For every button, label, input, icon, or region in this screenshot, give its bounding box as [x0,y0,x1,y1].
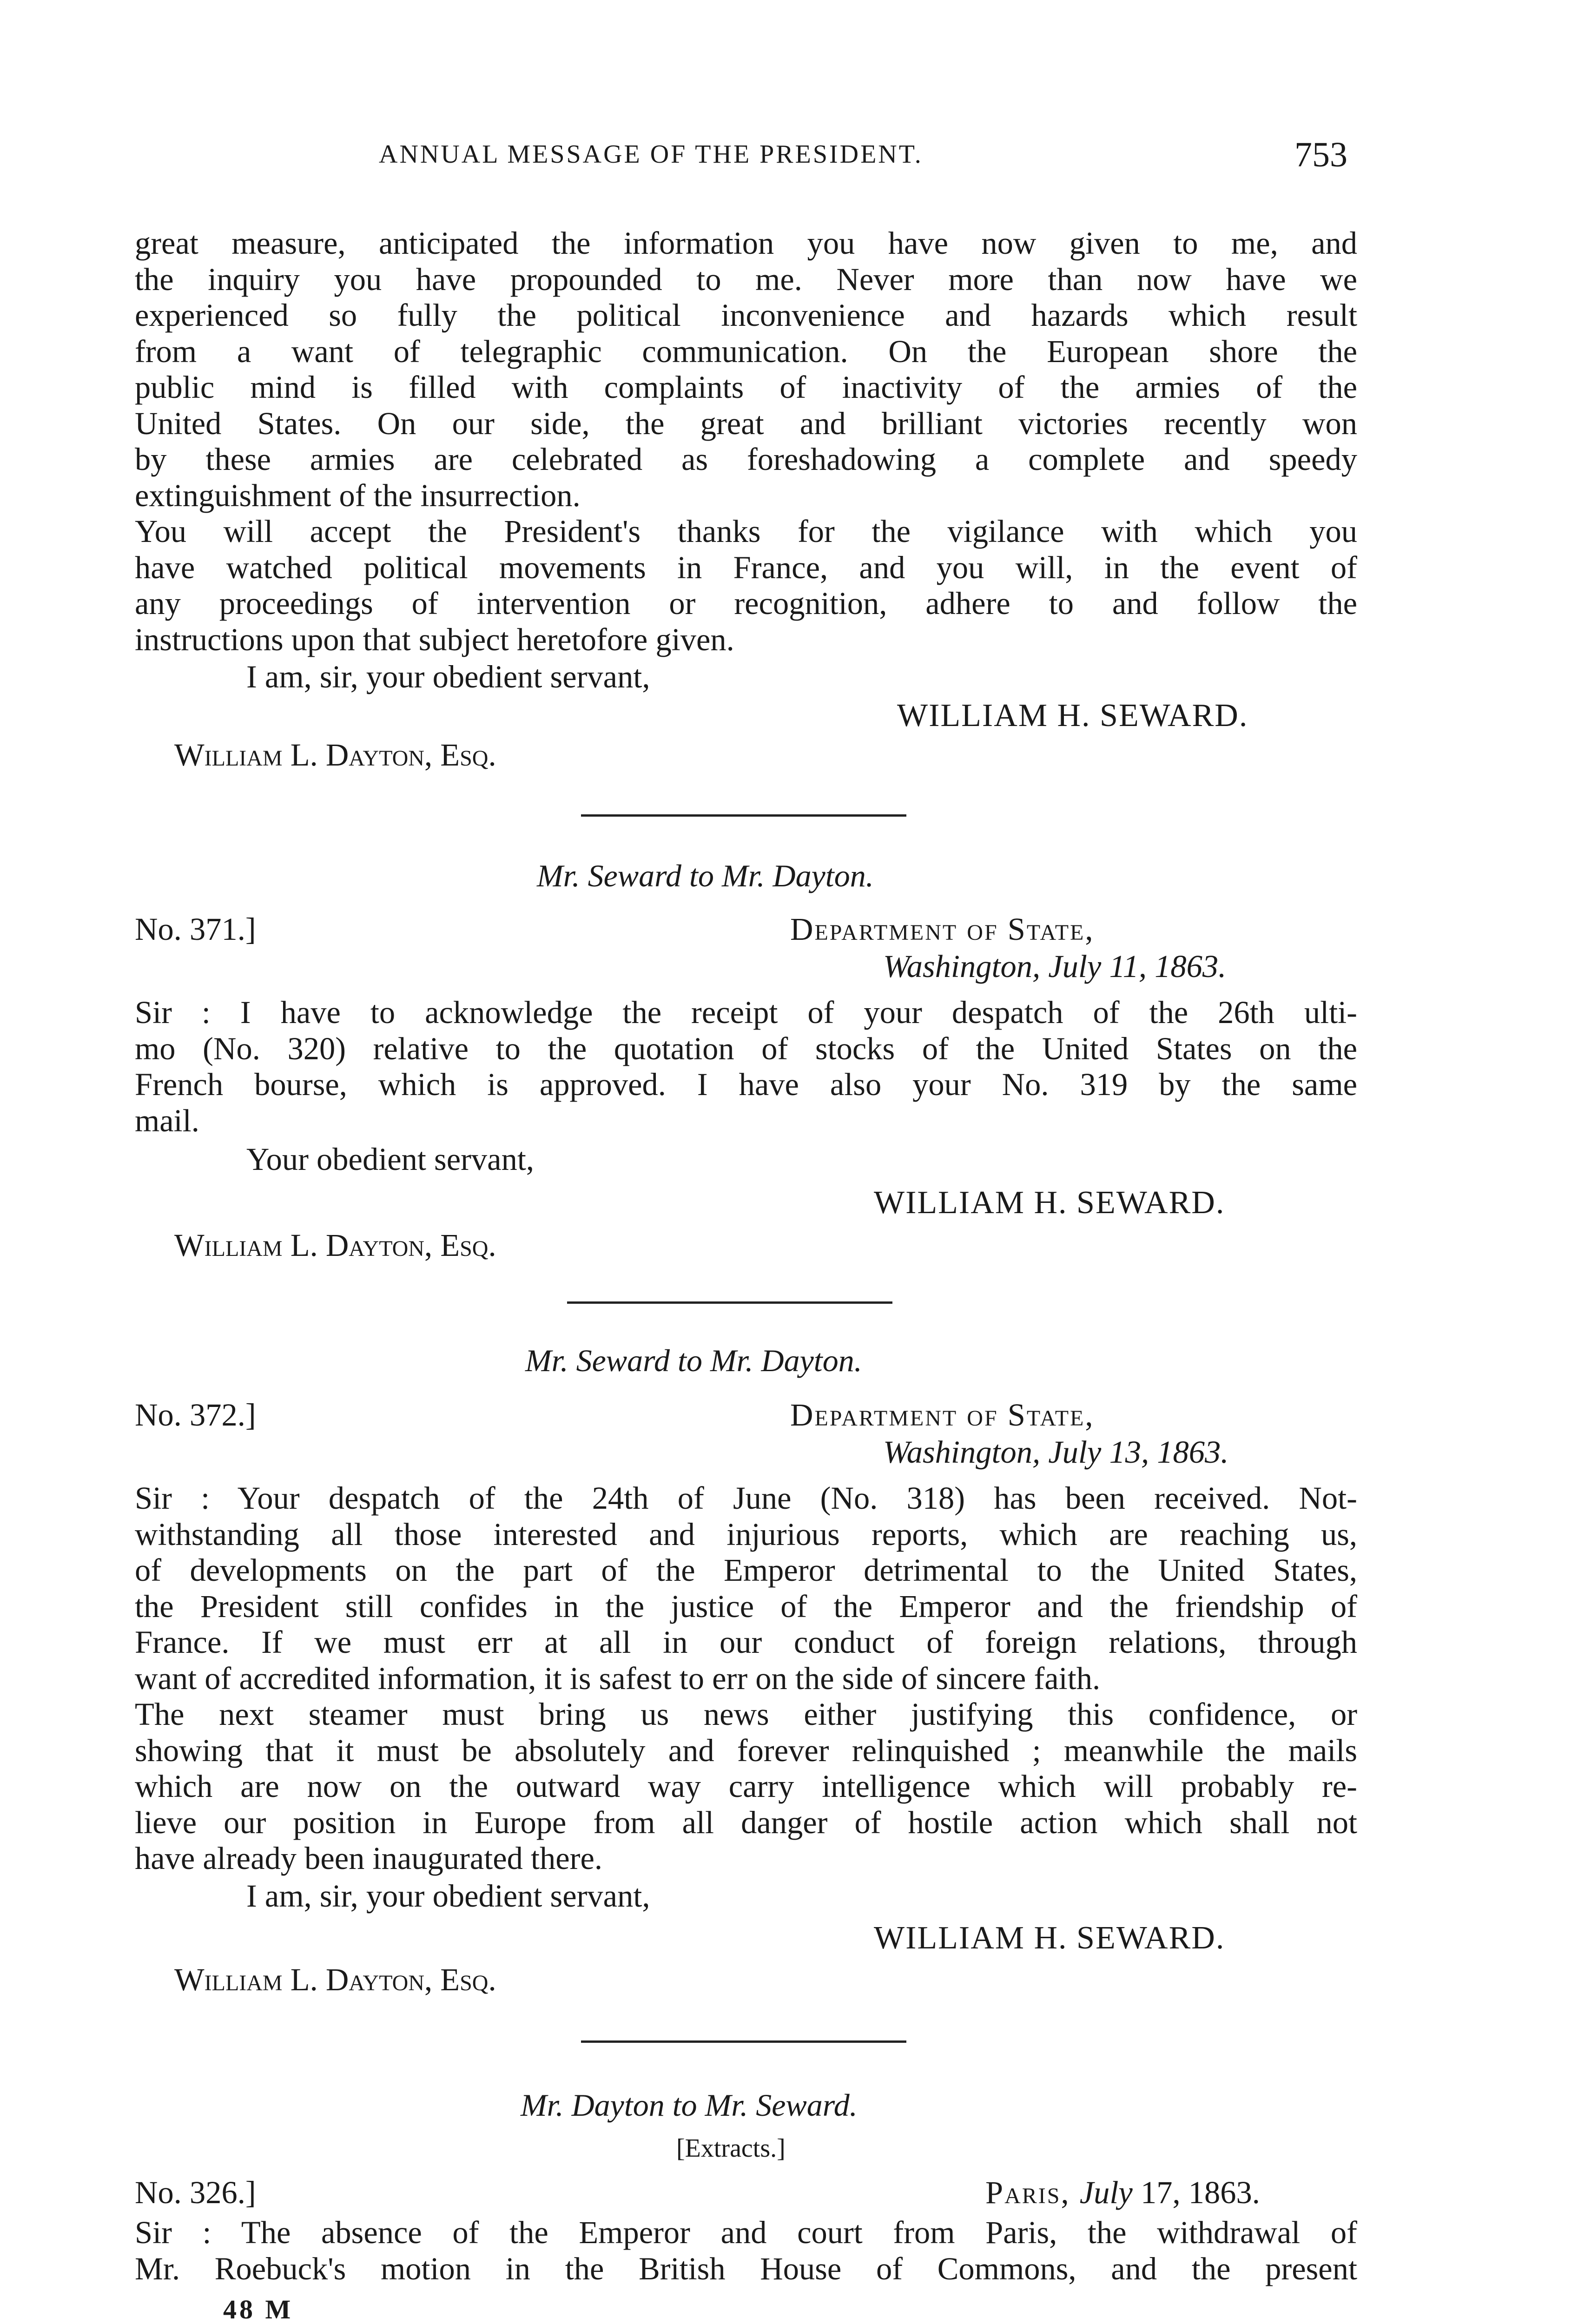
text-line: have already been inaugurated there. [135,1841,603,1876]
printer-signature-mark: 48 M [223,2294,294,2324]
text-line: the President still confides in the justice of the Emperor and the friendship of [135,1588,1357,1624]
text-line: mail. [135,1103,199,1138]
letter4-body [135,2215,1357,2287]
letter2-closing: Your obedient servant, [246,1142,534,1177]
text-line: from a want of telegraphic communication. On the European shore the [135,333,1357,369]
letter2-number: No. 371.] [135,911,256,947]
text-line: of developments on the part of the Emperor detrimental to the United States, [135,1552,1357,1588]
letter3-closing: I am, sir, your obedient servant, [246,1878,650,1914]
text-line: withstanding all those interested and injurious reports, which are reaching us, [135,1516,1357,1552]
letter2-place-date: Washington, July 11, 1863. [883,949,1227,984]
letter2-body [135,995,1357,1139]
text-line: instructions upon that subject heretofore given. [135,621,734,657]
letter4-number: No. 326.] [135,2175,256,2210]
page-header [0,135,1578,177]
text-line: public mind is filled with complaints of inactivity of the armies of the [135,370,1357,405]
letter2-department: Department of State, [790,911,1095,947]
text-line: have watched political movements in France, and you will, in the event of [135,549,1357,585]
letter2-addressee: William L. Dayton, Esq. [174,1228,496,1263]
text-line: lieve our position in Europe from all danger of hostile action which shall not [135,1804,1357,1840]
text-line: mo (No. 320) relative to the quotation of stocks of the United States on the [135,1030,1357,1066]
text-line: the inquiry you have propounded to me. Never more than now have we [135,261,1357,297]
text-line: which are now on the outward way carry intelligence which will probably re- [135,1769,1357,1804]
section-divider [581,2040,906,2043]
letter1-paragraph-2 [135,514,1357,658]
letter4-subheading: [Extracts.] [676,2134,786,2163]
letter3-number: No. 372.] [135,1397,256,1433]
letter1-paragraph-1 [135,225,1357,514]
letter1-addressee: William L. Dayton, Esq. [174,737,496,772]
section-divider [581,814,906,817]
text-line: experienced so fully the political inconvenience and hazards which result [135,297,1357,333]
text-line: The next steamer must bring us news either justifying this confidence, or [135,1697,1357,1732]
letter3-paragraph-1 [135,1480,1357,1697]
text-line: French bourse, which is approved. I have also your No. 319 by the same [135,1067,1357,1102]
text-line: great measure, anticipated the information you have now given to me, and [135,225,1357,261]
letter3-department: Department of State, [790,1397,1095,1433]
text-line: showing that it must be absolutely and forever relinquished ; meanwhile the mails [135,1732,1357,1768]
text-line: France. If we must err at all in our conduct of foreign relations, through [135,1624,1357,1660]
text-line: by these armies are celebrated as foreshadowing a complete and speedy [135,442,1357,477]
running-title: ANNUAL MESSAGE OF THE PRESIDENT. [379,140,923,169]
text-line: Sir : The absence of the Emperor and court from Paris, the withdrawal of [135,2215,1357,2250]
text-line: Sir : I have to acknowledge the receipt of your despatch of the 26th ulti- [135,995,1357,1030]
text-line: You will accept the President's thanks for the vigilance with which you [135,514,1357,549]
letter3-place-date: Washington, July 13, 1863. [883,1434,1229,1470]
letter1-signature: WILLIAM H. SEWARD. [897,698,1248,733]
letter3-addressee: William L. Dayton, Esq. [174,1962,496,1997]
letter2-heading: Mr. Seward to Mr. Dayton. [537,858,874,893]
letter1-closing: I am, sir, your obedient servant, [246,659,650,694]
section-divider [567,1301,892,1304]
text-line: want of accredited information, it is safest to err on the side of sincere faith. [135,1660,1101,1696]
text-line: Sir : Your despatch of the 24th of June (No. 318) has been received. Not- [135,1480,1357,1516]
letter4-place-date: Paris, July 17, 1863. [985,2175,1260,2210]
page-number: 753 [1294,135,1347,174]
letter3-heading: Mr. Seward to Mr. Dayton. [525,1343,862,1378]
letter3-paragraph-2 [135,1697,1357,1877]
letter4-heading: Mr. Dayton to Mr. Seward. [521,2087,858,2123]
text-line: United States. On our side, the great and brilliant victories recently won [135,405,1357,441]
letter2-signature: WILLIAM H. SEWARD. [874,1185,1225,1221]
text-line: extinguishment of the insurrection. [135,477,581,513]
text-line: Mr. Roebuck's motion in the British House of Commons, and the present [135,2251,1357,2286]
text-line: any proceedings of intervention or recognition, adhere to and follow the [135,586,1357,621]
letter3-signature: WILLIAM H. SEWARD. [874,1920,1225,1956]
